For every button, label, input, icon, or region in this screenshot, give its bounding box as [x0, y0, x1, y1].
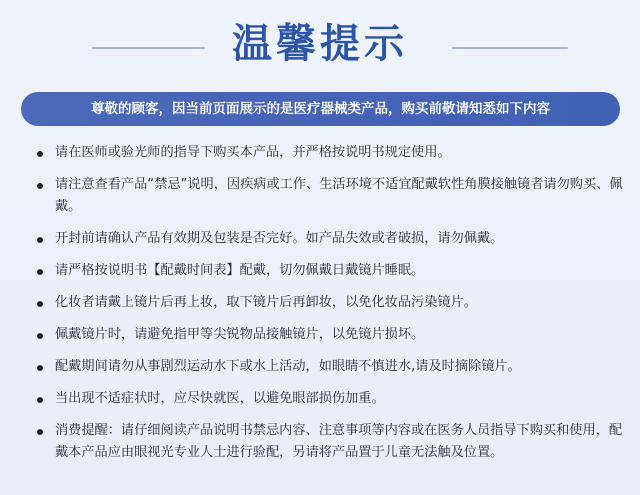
- notice-item: [34, 260, 626, 282]
- notice-text: 消费提醒：请仔细阅读产品说明书禁忌内容、注意事项等内容或在医务人员指导下购买和使用，配戴本产品应由眼视光专业人士进行验配，另请将产品置于儿童无法触及位置。: [55, 423, 623, 460]
- notice-text: 当出现不适症状时，应尽快就医，以避免眼部损伤加重。: [55, 391, 385, 406]
- bullet-icon: [37, 269, 43, 275]
- notice-text: 佩戴镜片时，请避免指甲等尖锐物品接触镜片，以免镜片损坏。: [55, 327, 425, 342]
- bullet-icon: [37, 333, 43, 339]
- notice-item: [34, 356, 626, 378]
- notice-text: 开封前请确认产品有效期及包装是否完好。如产品失效或者破损，请勿佩戴。: [55, 231, 504, 246]
- header: [0, 8, 640, 78]
- bullet-icon: [37, 365, 43, 371]
- notice-text: 请在医师或验光师的指导下购买本产品，并严格按说明书规定使用。: [55, 145, 451, 160]
- bullet-icon: [37, 237, 43, 243]
- notice-text: 请严格按说明书【配戴时间表】配戴，切勿佩戴日戴镜片睡眠。: [55, 263, 425, 278]
- notice-item: [34, 174, 626, 218]
- bullet-icon: [37, 183, 43, 189]
- notice-item: [34, 142, 626, 164]
- notice-banner: 尊敬的顾客，因当前页面展示的是医疗器械类产品，购买前敬请知悉如下内容: [21, 92, 620, 126]
- notice-item: [34, 292, 626, 314]
- notice-text: 请注意查看产品“禁忌”说明，因疾病或工作、生活环境不适宜配戴软性角膜接触镜者请勿购买、佩戴。: [55, 177, 623, 214]
- bullet-icon: [37, 301, 43, 307]
- notice-item: [34, 228, 626, 250]
- notice-item: [34, 420, 626, 464]
- notice-item: [34, 324, 626, 346]
- notice-text: 化妆者请戴上镜片后再上妆，取下镜片后再卸妆，以免化妆品污染镜片。: [55, 295, 477, 310]
- page-title: 温馨提示: [232, 21, 408, 67]
- bullet-icon: [37, 151, 43, 157]
- notice-list: [34, 142, 626, 474]
- bullet-icon: [37, 397, 43, 403]
- notice-text: 配戴期间请勿从事剧烈运动水下或水上活动，如眼睛不慎进水,请及时摘除镜片。: [55, 359, 521, 374]
- title-divider-right: [452, 47, 568, 49]
- bullet-icon: [37, 429, 43, 435]
- notice-item: [34, 388, 626, 410]
